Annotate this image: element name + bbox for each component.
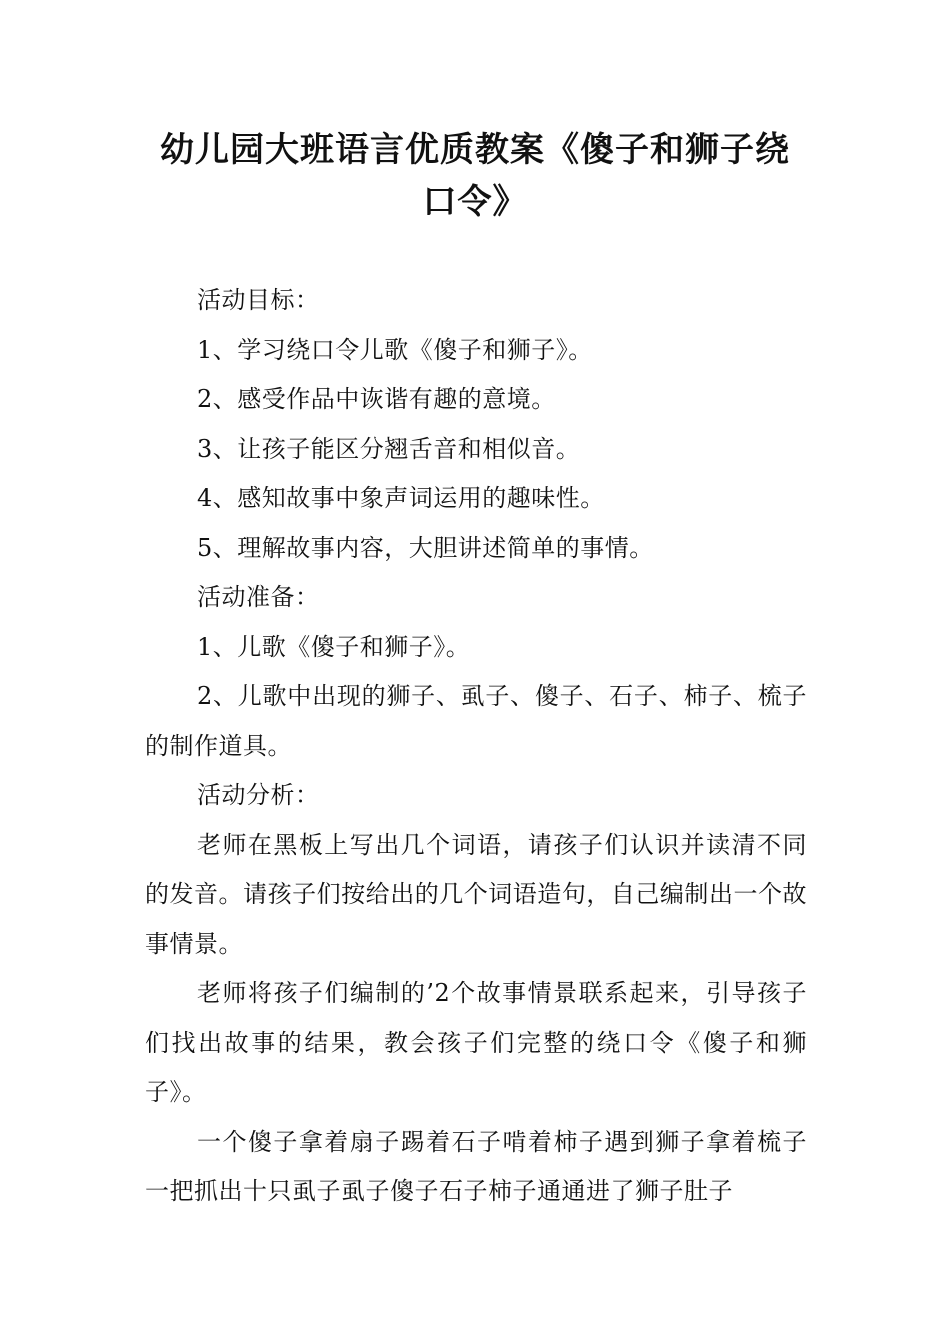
heading-activity-goals: 活动目标： — [197, 286, 320, 314]
goal-item-1: 1、学习绕口令儿歌《傻子和狮子》。 — [197, 335, 593, 364]
tongue-twister-text: 一个傻子拿着扇子踢着石子啃着柿子遇到狮子拿着梳子一把抓出十只虱子虱子傻子石子柿子通通进了狮子肚子 — [145, 1127, 807, 1205]
analysis-paragraph-2: 老师将孩子们编制的’2个故事情景联系起来，引导孩子们找出故事的结果，教会孩子们完整的绕口令《傻子和狮子》。 — [145, 979, 807, 1106]
goal-item-3: 3、让孩子能区分翘舌音和相似音。 — [197, 434, 581, 463]
heading-activity-analysis: 活动分析： — [197, 781, 320, 809]
analysis-paragraph-1: 老师在黑板上写出几个词语，请孩子们认识并读清不同的发音。请孩子们按给出的几个词语造句，自己编制出一个故事情景。 — [145, 830, 807, 958]
document-body — [145, 276, 807, 1217]
goal-item-2: 2、感受作品中诙谐有趣的意境。 — [197, 385, 556, 413]
goal-item-5: 5、理解故事内容，大胆讲述简单的事情。 — [197, 533, 654, 562]
preparation-item-2: 2、儿歌中出现的狮子、虱子、傻子、石子、柿子、梳子的制作道具。 — [145, 682, 807, 760]
preparation-item-1: 1、儿歌《傻子和狮子》。 — [197, 632, 471, 661]
heading-activity-preparation: 活动准备： — [197, 583, 320, 611]
document-title: 幼儿园大班语言优质教案《傻子和狮子绕口令》 — [160, 130, 790, 222]
goal-item-4: 4、感知故事中象声词运用的趣味性。 — [197, 484, 605, 512]
